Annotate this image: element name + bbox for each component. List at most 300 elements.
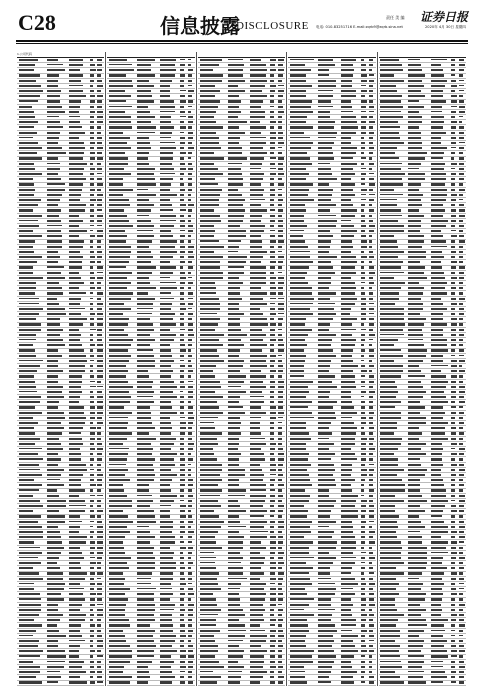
table-cell <box>19 655 40 656</box>
table-cell <box>380 194 402 195</box>
table-cell <box>180 650 186 652</box>
table-cell <box>19 199 41 201</box>
table-cell <box>380 375 400 377</box>
table-cell <box>278 521 284 523</box>
table-cell <box>47 329 64 331</box>
table-cell <box>408 100 419 101</box>
table-cell <box>97 199 101 201</box>
table-cell <box>188 578 192 580</box>
table-cell <box>408 630 423 632</box>
table-cell <box>318 360 331 362</box>
table-cell <box>459 609 463 611</box>
table-cell <box>188 588 193 590</box>
table-cell <box>318 381 333 383</box>
table-cell <box>90 220 94 222</box>
table-cell <box>19 235 42 237</box>
table-cell <box>318 261 331 263</box>
table-cell <box>369 572 375 573</box>
table-cell <box>318 349 333 351</box>
table-cell <box>361 396 365 397</box>
table-cell <box>408 489 420 491</box>
table-cell <box>408 147 421 149</box>
table-cell <box>380 583 398 585</box>
table-cell <box>318 536 333 538</box>
table-cell <box>459 572 463 574</box>
table-cell <box>109 666 123 668</box>
table-cell <box>19 282 37 284</box>
table-cell <box>228 308 239 310</box>
table-cell <box>380 572 403 574</box>
table-cell <box>160 406 172 408</box>
table-cell <box>361 417 366 419</box>
table-cell <box>341 557 356 558</box>
table-cell <box>270 220 275 222</box>
table-cell <box>459 90 464 91</box>
table-cell <box>369 412 374 414</box>
table-cell <box>431 609 442 611</box>
table-cell <box>109 474 125 476</box>
table-cell <box>137 287 156 288</box>
table-cell <box>90 635 94 637</box>
table-cell <box>380 349 401 350</box>
table-cell <box>278 308 284 310</box>
table-cell <box>451 655 457 656</box>
table-cell <box>361 381 365 383</box>
table-cell <box>318 624 335 626</box>
table-cell <box>369 111 375 112</box>
table-cell <box>250 381 263 383</box>
table-cell <box>90 204 95 206</box>
table-cell <box>90 464 93 466</box>
table-cell <box>69 137 79 139</box>
table-cell <box>47 152 66 154</box>
table-cell <box>318 640 334 642</box>
table-cell <box>278 572 284 574</box>
table-cell <box>369 495 374 497</box>
table-cell <box>451 484 455 486</box>
table-cell <box>137 567 155 569</box>
table-cell <box>188 292 193 294</box>
table-cell <box>47 526 58 528</box>
table-cell <box>188 246 194 248</box>
table-cell <box>200 272 224 274</box>
table-cell <box>278 163 283 165</box>
table-cell <box>318 230 330 232</box>
table-cell <box>137 256 152 258</box>
table-cell <box>459 541 464 542</box>
table-cell <box>380 168 400 170</box>
table-cell <box>341 215 356 217</box>
table-cell <box>250 272 266 274</box>
table-cell <box>459 256 463 258</box>
table-cell <box>109 303 124 305</box>
table-cell <box>290 655 313 657</box>
table-cell <box>47 349 58 351</box>
table-cell <box>380 448 398 450</box>
table-cell <box>270 557 274 559</box>
table-cell <box>160 650 177 651</box>
table-cell <box>47 360 58 362</box>
table-cell <box>228 427 241 428</box>
table-cell <box>290 635 306 637</box>
table-cell <box>361 308 366 310</box>
table-cell <box>19 308 43 310</box>
table-cell <box>250 100 263 102</box>
table-cell <box>47 536 62 538</box>
table-cell <box>318 521 336 523</box>
table-cell <box>451 95 457 97</box>
table-cell <box>290 386 308 388</box>
table-cell <box>200 292 217 293</box>
table-cell <box>228 85 239 87</box>
table-cell <box>160 80 173 82</box>
table-cell <box>90 106 95 108</box>
table-cell <box>318 448 329 450</box>
table-cell <box>97 552 103 554</box>
table-cell <box>341 121 358 123</box>
table-cell <box>290 572 309 573</box>
table-cell <box>408 557 427 559</box>
table-cell <box>47 510 59 512</box>
table-cell <box>290 240 305 242</box>
table-cell <box>270 531 274 533</box>
disclosure-column <box>379 52 466 686</box>
table-cell <box>369 448 375 450</box>
table-cell <box>19 132 37 134</box>
table-cell <box>369 469 374 471</box>
table-cell <box>369 484 373 486</box>
table-cell <box>341 360 353 362</box>
table-cell <box>180 339 184 341</box>
table-cell <box>408 588 420 590</box>
table-cell <box>431 567 447 569</box>
table-cell <box>69 640 84 641</box>
table-cell <box>47 495 59 497</box>
table-cell <box>160 106 175 108</box>
table-cell <box>361 427 365 429</box>
table-cell <box>188 526 192 528</box>
table-cell <box>278 116 282 118</box>
table-cell <box>431 137 441 139</box>
table-cell <box>109 588 130 590</box>
table-cell <box>188 230 193 232</box>
table-cell <box>361 168 366 169</box>
table-cell <box>137 588 156 589</box>
table-cell <box>341 137 352 139</box>
table-cell <box>290 510 308 511</box>
table-cell <box>408 329 422 331</box>
table-cell <box>380 412 401 414</box>
table-cell <box>69 318 86 319</box>
table-cell <box>270 142 274 144</box>
table-cell <box>369 510 375 512</box>
table-cell <box>19 251 34 253</box>
table-cell <box>180 74 185 76</box>
table-cell <box>431 375 446 377</box>
table-cell <box>228 650 245 652</box>
table-cell <box>270 183 274 185</box>
table-cell <box>290 598 314 599</box>
table-cell <box>188 645 193 647</box>
table-cell <box>380 640 395 642</box>
table-cell <box>228 474 245 476</box>
table-cell <box>180 458 185 460</box>
table-cell <box>160 593 173 595</box>
table-cell <box>250 598 265 600</box>
table-cell <box>290 339 305 341</box>
table-cell <box>380 427 397 429</box>
table-cell <box>250 583 266 585</box>
table-cell <box>180 277 186 279</box>
table-cell <box>408 189 419 191</box>
table-cell <box>200 515 220 517</box>
table-cell <box>160 375 171 377</box>
table-cell <box>380 199 397 200</box>
table-cell <box>97 178 101 179</box>
table-cell <box>459 484 464 486</box>
table-cell <box>97 90 101 92</box>
table-cell <box>380 111 401 112</box>
table-cell <box>180 681 185 683</box>
table-cell <box>200 173 223 175</box>
table-cell <box>318 635 334 637</box>
table-cell <box>19 391 37 392</box>
table-cell <box>200 567 216 569</box>
table-cell <box>19 318 37 320</box>
table-cell <box>278 536 283 538</box>
table-cell <box>431 515 442 516</box>
table-cell <box>318 308 334 310</box>
table-cell <box>341 90 356 92</box>
table-cell <box>47 64 63 65</box>
table-cell <box>180 157 184 159</box>
table-cell <box>341 266 355 268</box>
table-cell <box>19 194 34 196</box>
table-cell <box>361 370 367 372</box>
table-cell <box>278 230 283 232</box>
table-cell <box>270 313 276 315</box>
table-cell <box>380 484 404 486</box>
table-cell <box>228 562 242 563</box>
table-cell <box>361 126 367 128</box>
table-cell <box>228 598 240 600</box>
table-cell <box>137 251 151 253</box>
table-cell <box>361 635 365 637</box>
table-cell <box>250 479 262 481</box>
table-cell <box>380 90 396 92</box>
table-cell <box>361 562 365 563</box>
table-cell <box>431 266 442 268</box>
table-cell <box>200 630 220 632</box>
table-cell <box>47 650 65 652</box>
table-cell <box>380 64 402 66</box>
table-cell <box>188 422 193 424</box>
table-cell <box>408 261 420 263</box>
table-cell <box>380 329 403 331</box>
table-cell <box>431 95 443 97</box>
table-cell <box>137 230 153 231</box>
table-cell <box>109 121 131 123</box>
table-cell <box>270 209 275 210</box>
table-cell <box>228 531 239 533</box>
table-cell <box>369 650 375 652</box>
table-cell <box>380 645 400 647</box>
table-cell <box>290 215 305 217</box>
table-cell <box>47 681 58 682</box>
table-cell <box>137 614 154 616</box>
table-cell <box>228 515 240 517</box>
table-cell <box>369 515 375 517</box>
table-cell <box>19 464 40 466</box>
table-cell <box>228 448 239 450</box>
table-cell <box>200 443 218 445</box>
table-cell <box>451 225 455 227</box>
table-cell <box>137 147 151 149</box>
table-cell <box>380 666 402 668</box>
table-cell <box>90 85 93 87</box>
table-cell <box>160 536 175 538</box>
table-cell <box>278 458 284 460</box>
table-cell <box>290 329 312 331</box>
table-cell <box>318 479 335 481</box>
table-cell <box>290 567 313 569</box>
table-cell <box>270 64 275 66</box>
table-cell <box>341 495 358 497</box>
table-cell <box>200 547 222 549</box>
table-cell <box>278 500 282 502</box>
table-cell <box>369 443 373 445</box>
table-cell <box>341 225 354 227</box>
table-cell <box>318 583 335 584</box>
table-cell <box>200 505 222 507</box>
table-cell <box>188 95 192 97</box>
table-cell <box>451 178 455 180</box>
table-cell <box>160 74 175 76</box>
table-cell <box>180 489 184 491</box>
table-cell <box>318 313 337 315</box>
table-cell <box>408 391 426 393</box>
table-cell <box>451 287 456 289</box>
table-cell <box>228 272 245 274</box>
table-cell <box>160 645 172 647</box>
table-cell <box>361 645 366 647</box>
table-cell <box>188 121 193 123</box>
table-cell <box>290 272 307 274</box>
table-cell <box>90 137 95 139</box>
table-cell <box>451 106 457 107</box>
table-cell <box>408 443 426 445</box>
table-cell <box>97 583 102 585</box>
table-cell <box>137 661 152 663</box>
table-cell <box>137 438 156 440</box>
table-cell <box>270 474 275 475</box>
table-cell <box>47 474 61 476</box>
table-cell <box>341 126 358 128</box>
table-cell <box>90 157 95 159</box>
table-cell <box>137 225 154 227</box>
table-cell <box>90 189 96 191</box>
table-cell <box>290 282 308 284</box>
table-cell <box>361 515 365 517</box>
table-cell <box>69 578 84 580</box>
table-cell <box>380 235 394 236</box>
table-cell <box>180 474 185 476</box>
table-cell <box>47 318 60 320</box>
table-cell <box>431 204 443 205</box>
table-cell <box>19 386 36 388</box>
table-cell <box>137 422 151 424</box>
table-cell <box>278 157 284 159</box>
table-cell <box>250 443 265 445</box>
table-cell <box>369 298 373 300</box>
table-cell <box>250 489 266 490</box>
table-cell <box>341 645 355 647</box>
table-cell <box>109 640 126 642</box>
table-cell <box>180 298 184 300</box>
table-cell <box>451 619 456 621</box>
table-cell <box>200 137 220 139</box>
table-cell <box>408 298 421 300</box>
table-cell <box>278 655 282 657</box>
table-cell <box>109 635 125 637</box>
table-cell <box>341 194 355 196</box>
table-cell <box>250 562 264 564</box>
table-cell <box>270 521 274 523</box>
table-cell <box>200 417 219 418</box>
table-cell <box>90 640 94 642</box>
table-cell <box>408 339 423 340</box>
table-cell <box>97 173 101 174</box>
table-cell <box>180 500 184 501</box>
table-cell <box>109 479 130 481</box>
column-divider <box>105 52 106 686</box>
table-cell <box>408 593 425 595</box>
table-cell <box>459 495 465 497</box>
table-cell <box>109 59 126 61</box>
table-cell <box>200 474 220 476</box>
table-cell <box>408 209 419 211</box>
table-cell <box>451 375 457 377</box>
table-cell <box>341 655 355 657</box>
table-cell <box>228 323 240 325</box>
table-cell <box>109 349 128 351</box>
table-cell <box>160 572 173 574</box>
table-cell <box>19 121 38 122</box>
table-cell <box>318 251 329 253</box>
table-cell <box>188 365 193 367</box>
table-cell <box>228 137 241 139</box>
table-cell <box>109 381 128 383</box>
table-cell <box>290 308 310 310</box>
table-cell <box>228 630 246 631</box>
table-cell <box>69 355 86 357</box>
table-cell <box>180 261 185 263</box>
table-cell <box>318 194 332 196</box>
table-cell <box>431 100 446 102</box>
table-cell <box>270 318 274 320</box>
table-cell <box>47 225 62 226</box>
table-cell <box>97 147 102 149</box>
table-cell <box>341 69 355 71</box>
table-cell <box>380 650 399 652</box>
table-cell <box>97 521 102 523</box>
table-cell <box>160 671 172 673</box>
table-cell <box>109 344 131 346</box>
table-cell <box>188 484 193 486</box>
table-cell <box>270 510 275 512</box>
table-cell <box>188 604 194 606</box>
table-cell <box>278 266 282 268</box>
